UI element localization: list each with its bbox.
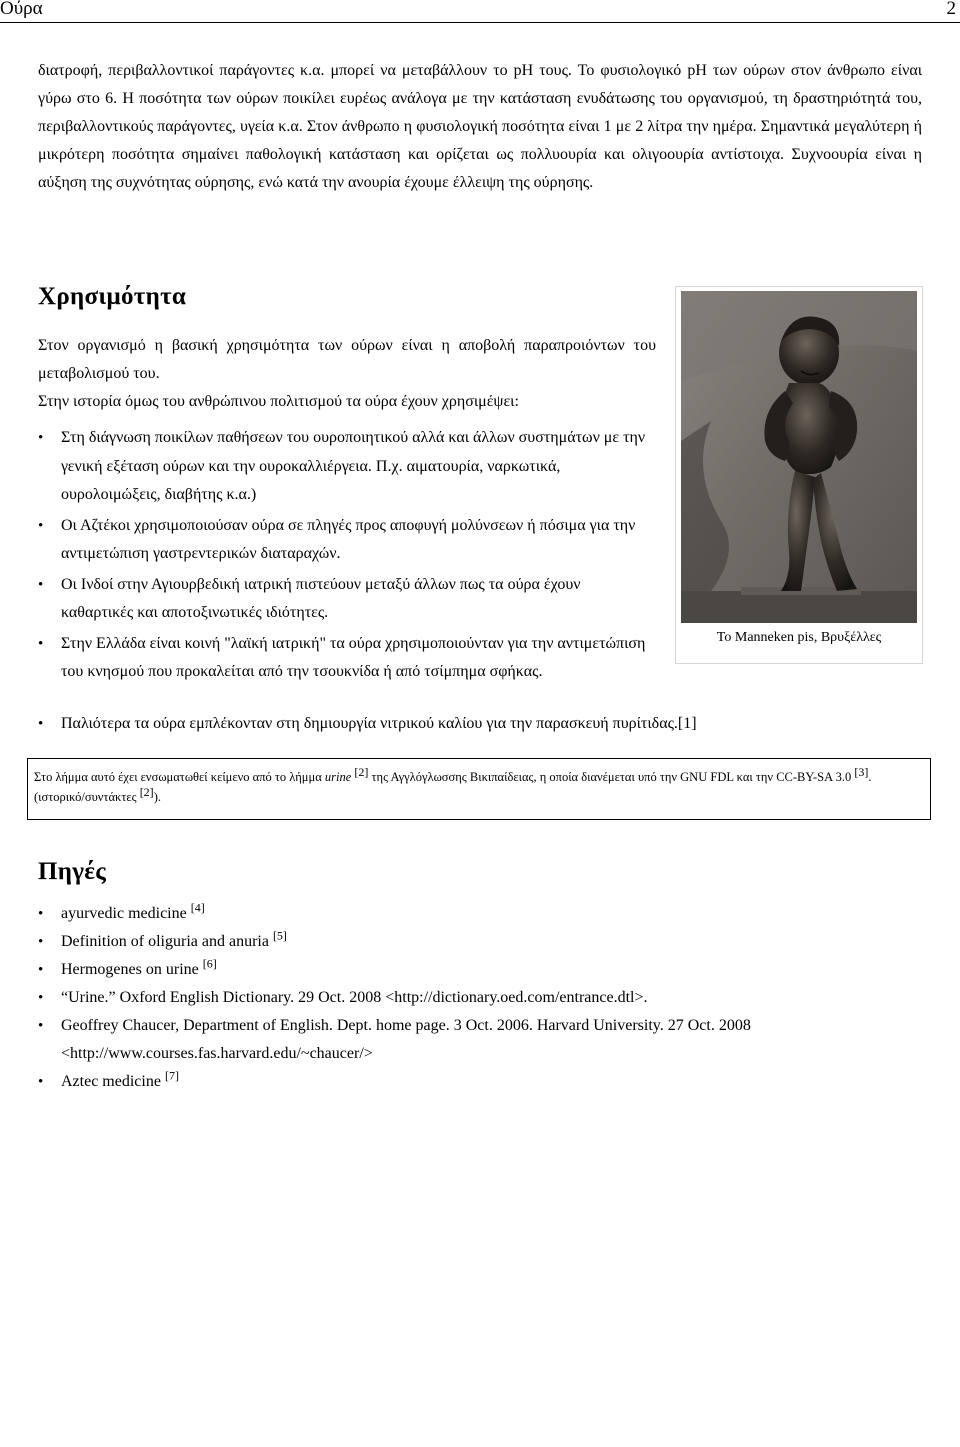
list-item-text: Παλιότερα τα ούρα εμπλέκονταν στη δημιουργία νιτρικού καλίου για την παρασκευή πυρίτιδας.[1] xyxy=(61,715,697,732)
source-item xyxy=(38,900,918,928)
list-item xyxy=(38,710,697,738)
notice-text: . (ιστορικό/συντάκτες xyxy=(34,770,872,804)
section-heading-sources: Πηγές xyxy=(38,858,107,885)
section-heading-usage: Χρησιμότητα xyxy=(38,283,187,310)
bullet-icon: • xyxy=(38,1074,44,1090)
bullet-icon: • xyxy=(38,1018,44,1034)
notice-text: Στο λήμμα αυτό έχει ενσωματωθεί κείμενο από το λήμμα xyxy=(34,770,325,784)
bullet-icon: • xyxy=(38,934,44,950)
list-item-text: Στη διάγνωση ποικίλων παθήσεων του ουροποιητικού αλλά και άλλων συστημάτων με την γενική εξέταση ούρων και την ουροκαλλιέργεια. Π.χ. αιματουρία, ναρκωτικά, ουρολοιμώξεις, διαβήτης κ.α.) xyxy=(61,429,646,503)
list-item-text: Οι Αζτέκοι χρησιμοποιούσαν ούρα σε πληγές προς αποφυγή μολύνσεων ή πόσιμα για την αντιμετώπιση γαστρεντερικών διαταραχών. xyxy=(61,516,636,562)
list-item xyxy=(38,630,656,687)
page-number: 2 xyxy=(946,0,956,19)
running-header-title: Ούρα xyxy=(0,0,43,19)
bullet-icon: • xyxy=(38,906,44,922)
notice-ref[interactable]: [3] xyxy=(854,764,869,779)
running-header xyxy=(0,0,960,22)
list-item-text: Οι Ινδοί στην Αγιουρβεδική ιατρική πιστεύουν μεταξύ άλλων πως τα ούρα έχουν καθαρτικές και αποτοξινωτικές ιδιότητες. xyxy=(61,575,581,621)
manneken-pis-statue-image xyxy=(681,291,917,623)
source-item xyxy=(38,928,918,956)
source-item xyxy=(38,1068,918,1096)
sources-list xyxy=(38,900,918,1096)
notice-text: ). xyxy=(153,790,161,804)
usage-column xyxy=(38,332,656,689)
list-item xyxy=(38,571,656,628)
source-text: Aztec medicine xyxy=(61,1073,165,1090)
source-ref[interactable]: [6] xyxy=(202,956,217,971)
bullet-icon: • xyxy=(38,990,44,1006)
usage-paragraph-2: Στην ιστορία όμως του ανθρώπινου πολιτισμού τα ούρα έχουν χρησιμέψει: xyxy=(38,393,519,410)
source-text: Geoffrey Chaucer, Department of English. Dept. home page. 3 Oct. 2006. Harvard University. 27 Oct. 2008 <http://www.courses.fas.harvard.edu/~chaucer/> xyxy=(61,1017,751,1062)
notice-ref[interactable]: [2] xyxy=(354,764,369,779)
source-text: ayurvedic medicine xyxy=(61,905,191,922)
list-item-text: Στην Ελλάδα είναι κοινή "λαϊκή ιατρική" τα ούρα χρησιμοποιούνταν για την αντιμετώπιση του κνησμού που προκαλείται από την τσουκνίδα ή από τσίμπημα σφήκας. xyxy=(61,634,646,680)
source-text: Hermogenes on urine xyxy=(61,961,203,978)
bullet-icon: • xyxy=(38,430,44,446)
source-item xyxy=(38,984,918,1012)
source-ref[interactable]: [7] xyxy=(164,1068,179,1083)
bullet-icon: • xyxy=(38,635,44,652)
image-thumbnail xyxy=(675,286,923,664)
notice-text: της Αγγλόγλωσσης Βικιπαίδειας, η οποία διανέμεται υπό την GNU FDL και την CC-BY-SA 3.0 xyxy=(368,770,855,784)
bullet-icon: • xyxy=(38,517,44,534)
bullet-icon: • xyxy=(38,962,44,978)
intro-paragraph: διατροφή, περιβαλλοντικοί παράγοντες κ.α. μπορεί να μεταβάλλουν το pH τους. Το φυσιολογικό pH των ούρων στον άνθρωπο είναι γύρω στο 6. Η ποσότητα των ούρων ποικίλει ευρέως ανάλογα με την κατάσταση ενυδάτωσης του οργανισμού, τη δραστηριότητά του, περιβαλλοντικούς παράγοντες, υγεία κ.α. Στον άνθρωπο η φυσιολογική ποσότητα είναι 1 με 2 λίτρα την ημέρα. Σημαντικά μεγαλύτερη ή μικρότερη ποσότητα σημαίνει παθολογική κατάσταση και ορίζεται ως πολλυουρία και ολιγοουρία αντίστοιχα. Συχνοουρία είναι η αύξηση της συχνότητας ούρησης, ενώ κατά την ανουρία έχουμε έλλειψη της ούρησης. xyxy=(38,62,922,191)
source-text: “Urine.” Oxford English Dictionary. 29 Oct. 2008 <http://dictionary.oed.com/entrance.dtl>. xyxy=(61,989,648,1006)
source-text: Definition of oliguria and anuria xyxy=(61,933,273,950)
list-item xyxy=(38,512,656,569)
image-caption: Το Manneken pis, Βρυξέλλες xyxy=(716,630,882,645)
license-notice-box xyxy=(27,758,931,820)
usage-paragraph-1: Στον οργανισμό η βασική χρησιμότητα των ούρων είναι η αποβολή παραπροιόντων του μεταβολισμού του. xyxy=(38,337,656,382)
header-rule xyxy=(0,22,960,23)
source-item xyxy=(38,956,918,984)
source-ref[interactable]: [5] xyxy=(272,928,287,943)
bullet-icon: • xyxy=(38,716,44,732)
bullet-icon: • xyxy=(38,576,44,593)
notice-article-link[interactable]: urine xyxy=(324,770,352,784)
source-item xyxy=(38,1012,918,1068)
list-item xyxy=(38,424,656,510)
usage-list xyxy=(38,424,656,687)
source-ref[interactable]: [4] xyxy=(190,900,205,915)
notice-ref[interactable]: [2] xyxy=(139,784,154,799)
